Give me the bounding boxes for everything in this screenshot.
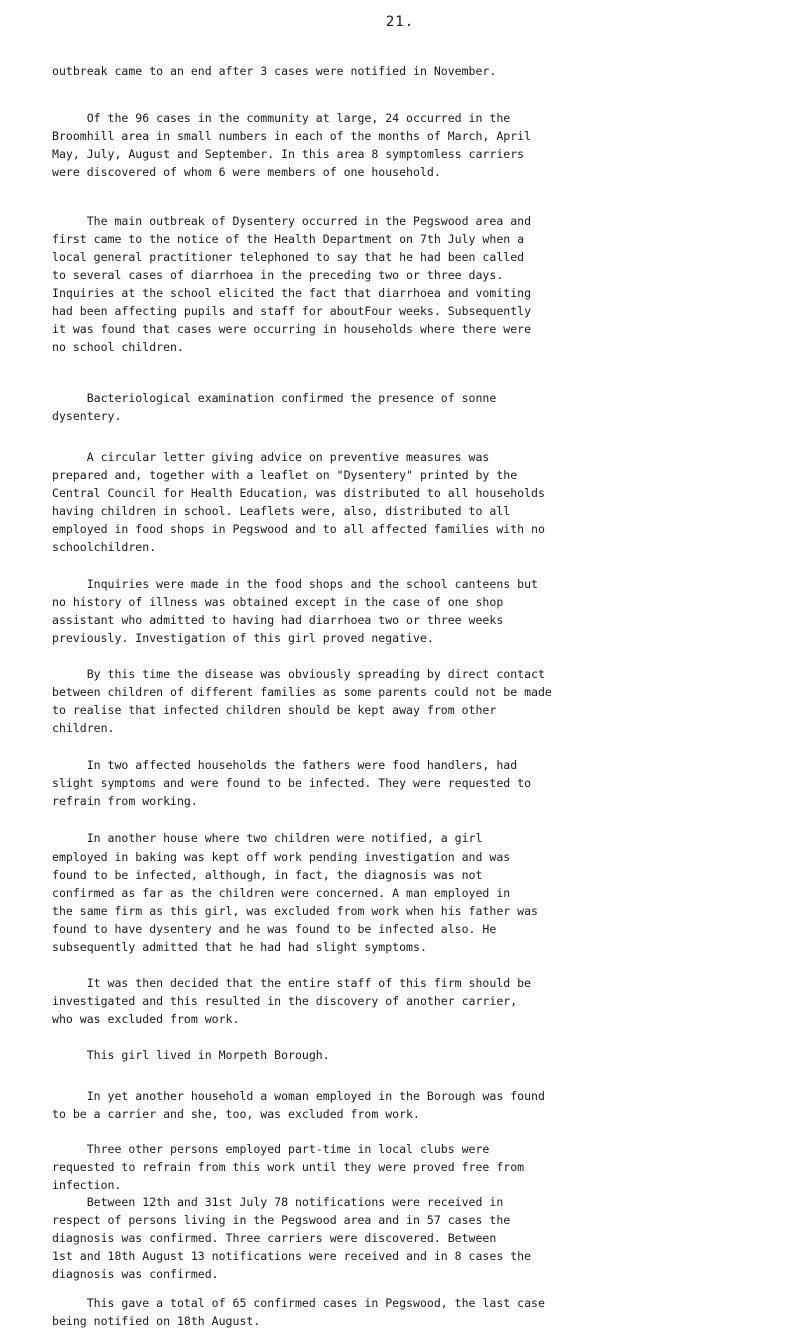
paragraph-broomhill: Of the 96 cases in the community at large, 24 occurred in the Broomhill area in small numbers in each of the months of March, April May, July, August and September. In this area 8 symptomless carriers were discovered of whom 6 were members of one household.	[52, 110, 532, 179]
paragraph-firm-staff: It was then decided that the entire staff of this firm should be investigated and this resulted in the discovery of another carrier, who was excluded from work.	[52, 976, 532, 1027]
paragraph-club-workers: Three other persons employed part-time in local clubs were requested to refrain from this work until they were proved free from infection.	[52, 1141, 525, 1192]
paragraph-outbreak-end: outbreak came to an end after 3 cases were notified in November.	[52, 64, 497, 78]
paragraph-food-shops: Inquiries were made in the food shops and the school canteens but no history of illness was obtained except in the case of one shop assistant who admitted to having had diarrhoea two or three weeks previously. Investigation of this girl proved negative.	[52, 576, 538, 646]
paragraph-spread: By this time the disease was obviously spreading by direct contact between children of different families as some parents could not be made to realise that infected children should be kept away from other children.	[52, 666, 552, 735]
paragraph-morpeth: This girl lived in Morpeth Borough.	[52, 1048, 330, 1063]
paragraph-notifications: Between 12th and 31st July 78 notifications were received in respect of persons living in the Pegswood area and in 57 cases the diagnosis was confirmed. Three carriers were discovered. Between 1st and 18th August 13 notifications were received and in 8 cases the diagnosis was confirmed.	[52, 1194, 532, 1281]
paragraph-fathers: In two affected households the fathers were food handlers, had slight symptoms and were found to be infected. They were requested to refrain from working.	[52, 758, 532, 809]
paragraph-total: This gave a total of 65 confirmed cases in Pegswood, the last case being notified on 18th August.	[52, 1295, 545, 1328]
paragraph-main-outbreak: The main outbreak of Dysentery occurred in the Pegswood area and first came to the notice of the Health Department on 7th July when a local general practitioner telephoned to say that he had been called to several cases of diarrhoea in the preceding two or three days. Inquiries at the school elicited the fact that diarrhoea and vomiting had been affecting pupils and staff for aboutFour weeks. Subsequently it was found that cases were occurring in households where there were no school children.	[52, 213, 532, 355]
paragraph-bacteriology: Bacteriological examination confirmed the presence of sonne dysentery.	[52, 390, 497, 423]
page-number: 21.	[385, 14, 415, 30]
paragraph-woman-carrier: In yet another household a woman employed in the Borough was found to be a carrier and she, too, was excluded from work.	[52, 1088, 545, 1121]
paragraph-baker: In another house where two children were notified, a girl employed in baking was kept off work pending investigation and was found to be infected, although, in fact, the diagnosis was not confirmed as far as the children were concerned. A man employed in the same firm as this girl, was excluded from work when his father was found to have dysentery and he was found to be infected also. He subsequently admitted that he had had slight symptoms.	[52, 831, 538, 954]
paragraph-circular: A circular letter giving advice on preventive measures was prepared and, together with a leaflet on "Dysentery" printed by the Central Council for Health Education, was distributed to all households having children in school. Leaflets were, also, distributed to all employed in food shops in Pegswood and to all affected families with no schoolchildren.	[52, 449, 545, 555]
